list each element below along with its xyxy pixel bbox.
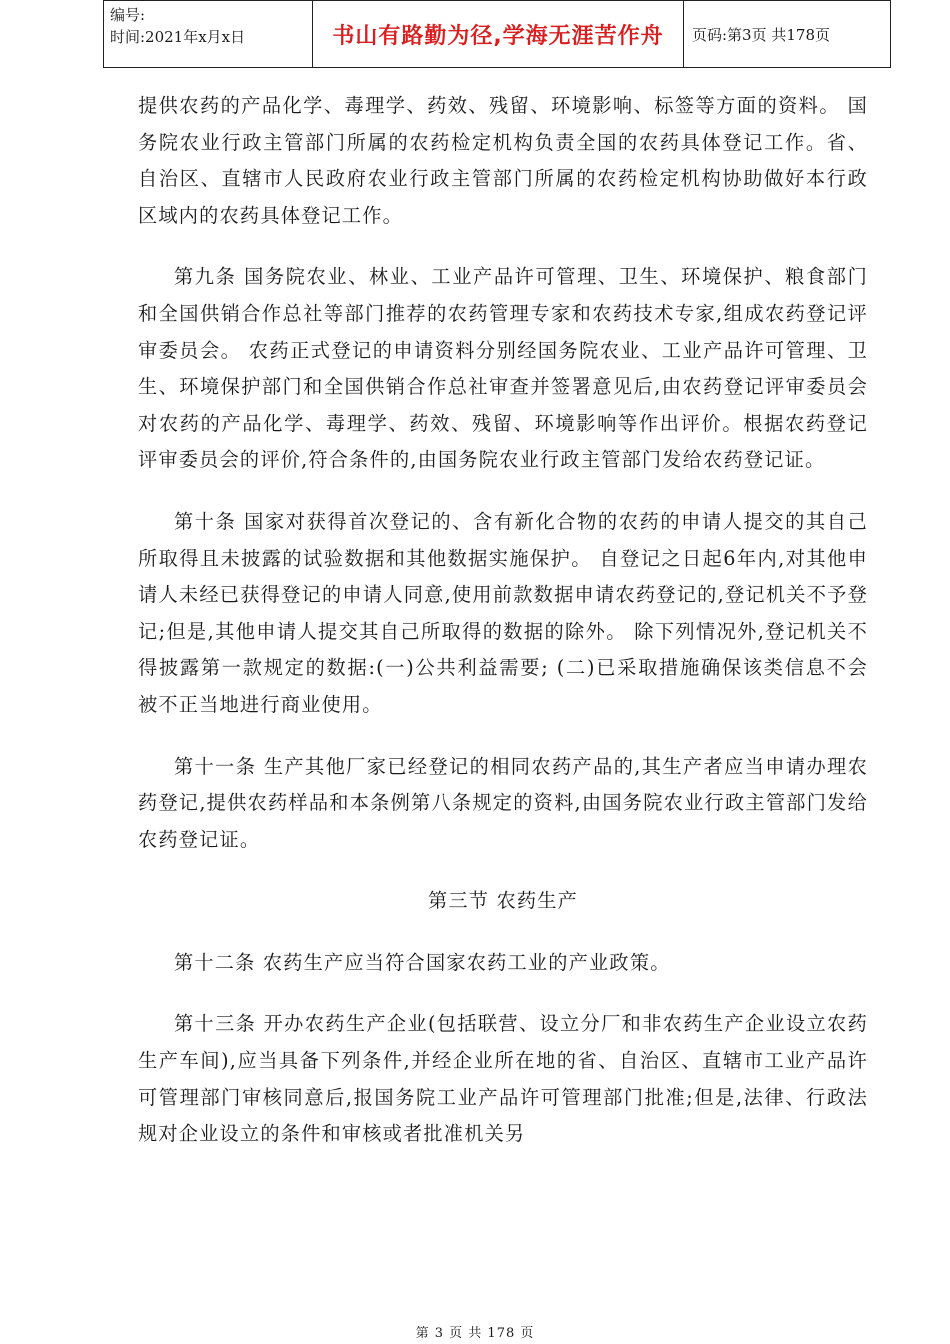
article-12: 第十二条 农药生产应当符合国家农药工业的产业政策。 (174, 950, 671, 974)
document-body (138, 88, 868, 1153)
header-meta (104, 1, 313, 68)
article-11: 第十一条 生产其他厂家已经登记的相同农药产品的,其生产者应当申请办理农药登记,提供农药样品和本条例第八条规定的资料,由国务院农业行政主管部门发给农药登记证。 (138, 754, 868, 851)
article-13: 第十三条 开办农药生产企业(包括联营、设立分厂和非农药生产企业设立农药生产车间),应当具备下列条件,并经企业所在地的省、自治区、直辖市工业产品许可管理部门审核同意后,报国务院工业产品许可管理部门批准;但是,法律、行政法规对企业设立的条件和审核或者批准机关另 (138, 1012, 868, 1146)
section-heading: 第三节 农药生产 (427, 889, 578, 913)
header-page-info: 页码:第3页 共178页 (684, 1, 891, 68)
article-9: 第九条 国务院农业、林业、工业产品许可管理、卫生、环境保护、粮食部门和全国供销合作总社等部门推荐的农药管理专家和农药技术专家,组成农药登记评审委员会。 农药正式登记的申请资料分别经国务院农业、工业产品许可管理、卫生、环境保护部门和全国供销合作总社审查并签署意见后,由农药登记评审委员会对农药的产品化学、毒理学、药效、残留、环境影响等作出评价。根据农药登记评审委员会的评价,符合条件的,由国务院农业行政主管部门发给农药登记证。 (138, 265, 868, 472)
page-footer: 第 3 页 共 178 页 (415, 1326, 535, 1341)
paragraph-continuation: 提供农药的产品化学、毒理学、药效、残留、环境影响、标签等方面的资料。 国务院农业行政主管部门所属的农药检定机构负责全国的农药具体登记工作。省、自治区、直辖市人民政府农业行政主管部门所属的农药检定机构协助做好本行政区域内的农药具体登记工作。 (138, 94, 868, 227)
number-label: 编号: (110, 6, 146, 24)
article-10: 第十条 国家对获得首次登记的、含有新化合物的农药的申请人提交的其自己所取得且未披露的试验数据和其他数据实施保护。 自登记之日起6年内,对其他申请人未经已获得登记的申请人同意,使用前款数据申请农药登记的,登记机关不予登记;但是,其他申请人提交其自己所取得的数据的除外。 除下列情况外,登记机关不得披露第一款规定的数据:(一)公共利益需要; (二)已采取措施确保该类信息不会被不正当地进行商业使用。 (138, 509, 868, 716)
page-header (103, 0, 891, 68)
time-label: 时间:2021年x月x日 (110, 28, 246, 46)
header-motto: 书山有路勤为径,学海无涯苦作舟 (313, 1, 684, 68)
